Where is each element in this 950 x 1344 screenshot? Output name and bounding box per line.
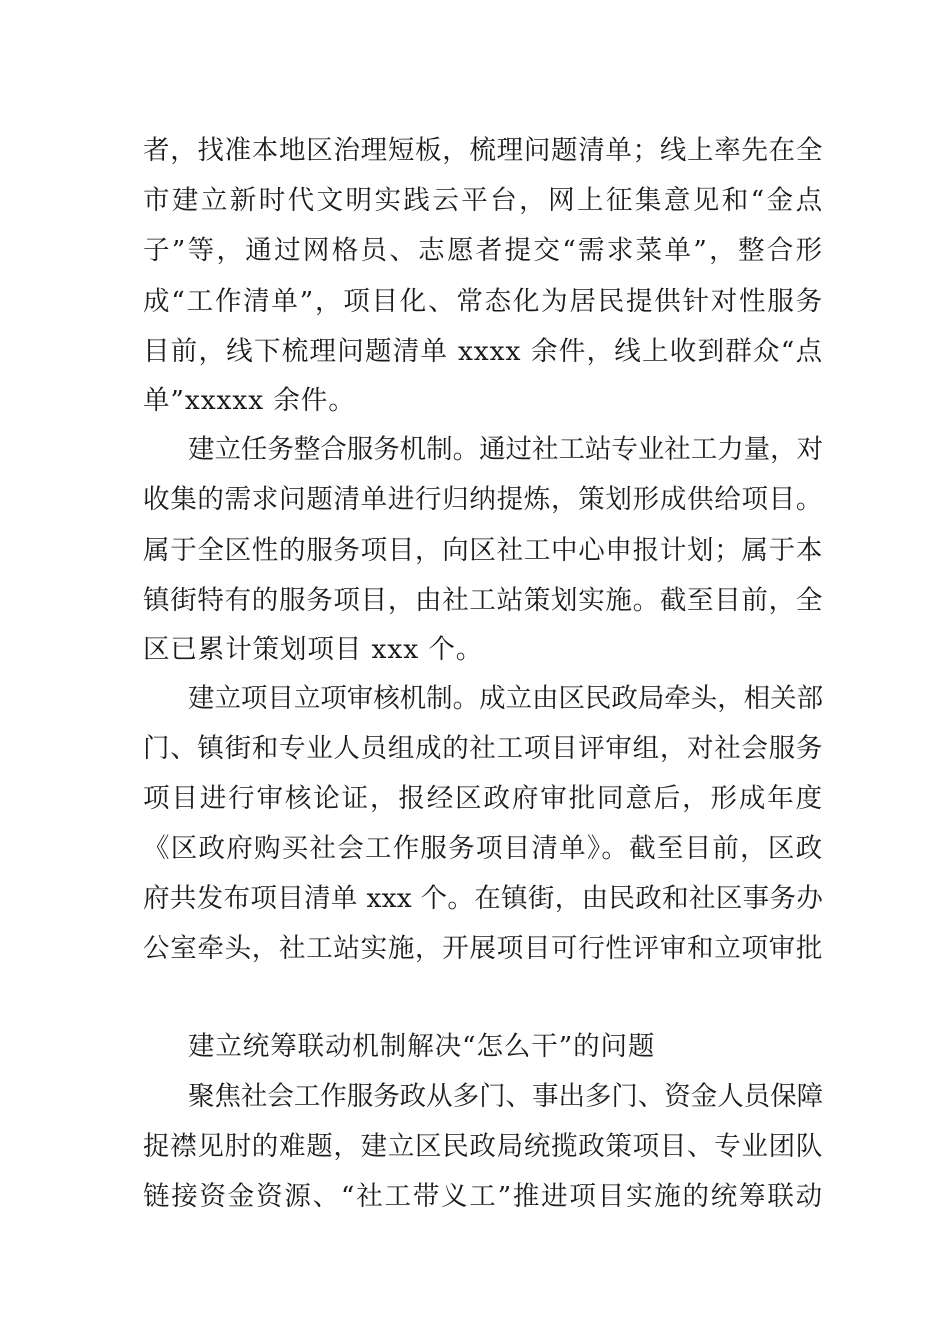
paragraph-4-line-3: 链接资金资源、“社工带义工”推进项目实施的统筹联动 [143,1181,823,1212]
paragraph-1-line-6: 单”xxxxx 余件。 [143,385,356,416]
paragraph-2-line-2: 收集的需求问题清单进行归纳提炼，策划形成供给项目。 [143,484,823,515]
paragraph-3-line-4: 《区政府购买社会工作服务项目清单》。截至目前，区政 [143,833,823,864]
paragraph-3-line-3: 项目进行审核论证，报经区政府审批同意后，形成年度 [143,783,823,814]
section-heading: 建立统筹联动机制解决“怎么干”的问题 [188,1031,656,1062]
paragraph-2-line-5: 区已累计策划项目 xxx 个。 [143,634,484,665]
paragraph-3-line-2: 门、镇街和专业人员组成的社工项目评审组，对社会服务 [143,733,823,764]
paragraph-4-line-2: 捉襟见肘的难题，建立区民政局统揽政策项目、专业团队 [143,1131,823,1162]
paragraph-1-line-4: 成“工作清单”，项目化、常态化为居民提供针对性服务 [143,286,823,317]
paragraph-2-line-1: 建立任务整合服务机制。通过社工站专业社工力量，对 [188,434,823,465]
paragraph-3-line-5: 府共发布项目清单 xxx 个。在镇街，由民政和社区事务办 [143,883,823,914]
paragraph-4-line-1: 聚焦社会工作服务政从多门、事出多门、资金人员保障 [188,1081,823,1112]
paragraph-3-line-6: 公室牵头，社工站实施，开展项目可行性评审和立项审批 [143,933,823,964]
paragraph-3-line-1: 建立项目立项审核机制。成立由区民政局牵头，相关部 [188,683,823,714]
paragraph-1-line-2: 市建立新时代文明实践云平台，网上征集意见和“金点 [143,185,823,216]
paragraph-1-line-1: 者，找准本地区治理短板，梳理问题清单；线上率先在全 [143,135,823,166]
paragraph-2-line-4: 镇街特有的服务项目，由社工站策划实施。截至目前，全 [143,585,823,616]
paragraph-2-line-3: 属于全区性的服务项目，向区社工中心申报计划；属于本 [143,535,823,566]
paragraph-1-line-5: 目前，线下梳理问题清单 xxxx 余件，线上收到群众“点 [143,336,823,367]
paragraph-1-line-3: 子”等，通过网格员、志愿者提交“需求菜单”，整合形 [143,235,823,266]
